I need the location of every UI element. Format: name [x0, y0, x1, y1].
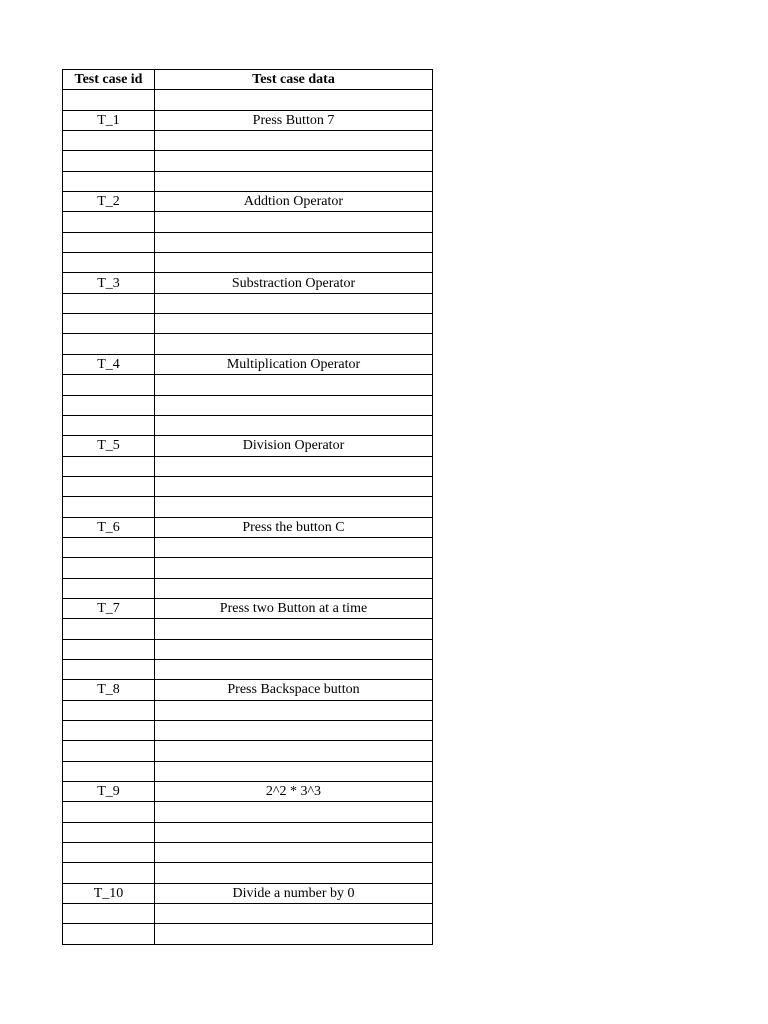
table-row	[63, 517, 433, 537]
test-case-data-cell	[155, 476, 433, 496]
test-case-id-cell	[63, 293, 155, 313]
test-case-data-cell: Division Operator	[155, 436, 433, 456]
test-case-id-cell	[63, 904, 155, 924]
table-row	[63, 680, 433, 700]
table-row	[63, 131, 433, 151]
table-row	[63, 741, 433, 761]
test-case-data-cell	[155, 232, 433, 252]
table-body	[63, 90, 433, 944]
test-case-data-cell	[155, 212, 433, 232]
test-case-data-cell	[155, 761, 433, 781]
test-case-data-cell	[155, 904, 433, 924]
test-case-id-cell	[63, 456, 155, 476]
table-row	[63, 415, 433, 435]
header-test-case-id: Test case id	[63, 70, 155, 90]
test-case-data-cell: Press two Button at a time	[155, 598, 433, 618]
table-row	[63, 334, 433, 354]
test-case-id-cell: T_1	[63, 110, 155, 130]
test-case-data-cell	[155, 314, 433, 334]
test-case-id-cell	[63, 171, 155, 191]
test-case-id-cell	[63, 375, 155, 395]
table-row	[63, 232, 433, 252]
table-row	[63, 843, 433, 863]
table-row	[63, 314, 433, 334]
table-row	[63, 802, 433, 822]
test-case-table	[62, 69, 433, 945]
test-case-data-cell: Press Backspace button	[155, 680, 433, 700]
test-case-id-cell	[63, 741, 155, 761]
table-row	[63, 273, 433, 293]
table-row	[63, 904, 433, 924]
test-case-id-cell	[63, 700, 155, 720]
table-row	[63, 497, 433, 517]
test-case-data-cell: 2^2 * 3^3	[155, 782, 433, 802]
test-case-id-cell	[63, 90, 155, 110]
test-case-id-cell	[63, 497, 155, 517]
test-case-id-cell	[63, 395, 155, 415]
test-case-data-cell: Press the button C	[155, 517, 433, 537]
table-row	[63, 598, 433, 618]
test-case-id-cell	[63, 314, 155, 334]
table-row	[63, 924, 433, 944]
table-row	[63, 110, 433, 130]
test-case-data-cell	[155, 253, 433, 273]
test-case-data-cell	[155, 721, 433, 741]
test-case-id-cell	[63, 334, 155, 354]
test-case-data-cell	[155, 924, 433, 944]
test-case-id-cell: T_6	[63, 517, 155, 537]
table-row	[63, 639, 433, 659]
test-case-data-cell	[155, 171, 433, 191]
test-case-data-cell	[155, 822, 433, 842]
test-case-data-cell	[155, 843, 433, 863]
test-case-id-cell: T_10	[63, 883, 155, 903]
test-case-data-cell	[155, 90, 433, 110]
test-case-id-cell	[63, 822, 155, 842]
table-row	[63, 659, 433, 679]
table-row	[63, 171, 433, 191]
table-row	[63, 456, 433, 476]
test-case-data-cell	[155, 131, 433, 151]
table-row	[63, 436, 433, 456]
test-case-data-cell	[155, 415, 433, 435]
test-case-data-cell	[155, 537, 433, 557]
test-case-data-cell	[155, 578, 433, 598]
test-case-id-cell	[63, 721, 155, 741]
table-row	[63, 883, 433, 903]
test-case-data-cell	[155, 700, 433, 720]
table-row	[63, 619, 433, 639]
test-case-id-cell	[63, 415, 155, 435]
table-row	[63, 578, 433, 598]
table-row	[63, 782, 433, 802]
table-row	[63, 395, 433, 415]
table-row	[63, 700, 433, 720]
table-row	[63, 90, 433, 110]
test-case-data-cell: Multiplication Operator	[155, 354, 433, 374]
test-case-id-cell	[63, 659, 155, 679]
table-row	[63, 354, 433, 374]
test-case-id-cell	[63, 863, 155, 883]
table-row	[63, 863, 433, 883]
test-case-data-cell	[155, 456, 433, 476]
test-case-data-cell	[155, 558, 433, 578]
test-case-id-cell	[63, 578, 155, 598]
test-case-id-cell: T_8	[63, 680, 155, 700]
test-case-id-cell: T_4	[63, 354, 155, 374]
test-case-data-cell	[155, 659, 433, 679]
test-case-id-cell: T_2	[63, 192, 155, 212]
test-case-id-cell: T_3	[63, 273, 155, 293]
test-case-id-cell	[63, 212, 155, 232]
table-row	[63, 822, 433, 842]
test-case-id-cell	[63, 924, 155, 944]
test-case-id-cell: T_9	[63, 782, 155, 802]
test-case-data-cell	[155, 375, 433, 395]
table-header-row	[63, 70, 433, 90]
table-row	[63, 151, 433, 171]
table-row	[63, 192, 433, 212]
table-row	[63, 476, 433, 496]
test-case-data-cell	[155, 395, 433, 415]
test-case-data-cell	[155, 151, 433, 171]
header-test-case-data: Test case data	[155, 70, 433, 90]
test-case-id-cell	[63, 131, 155, 151]
table-row	[63, 558, 433, 578]
test-case-id-cell	[63, 802, 155, 822]
table-row	[63, 253, 433, 273]
test-case-id-cell	[63, 639, 155, 659]
test-case-data-cell	[155, 497, 433, 517]
test-case-id-cell	[63, 761, 155, 781]
table-row	[63, 293, 433, 313]
test-case-id-cell: T_5	[63, 436, 155, 456]
test-case-data-cell: Divide a number by 0	[155, 883, 433, 903]
test-case-data-cell	[155, 863, 433, 883]
test-case-id-cell	[63, 843, 155, 863]
table-row	[63, 537, 433, 557]
test-case-id-cell	[63, 537, 155, 557]
test-case-id-cell: T_7	[63, 598, 155, 618]
test-case-id-cell	[63, 476, 155, 496]
test-case-id-cell	[63, 619, 155, 639]
test-case-data-cell: Addtion Operator	[155, 192, 433, 212]
table-row	[63, 212, 433, 232]
test-case-id-cell	[63, 232, 155, 252]
test-case-data-cell	[155, 334, 433, 354]
table-row	[63, 761, 433, 781]
test-case-data-cell	[155, 293, 433, 313]
test-case-id-cell	[63, 151, 155, 171]
test-case-data-cell	[155, 802, 433, 822]
table-row	[63, 721, 433, 741]
test-case-data-cell	[155, 619, 433, 639]
test-case-id-cell	[63, 253, 155, 273]
test-case-id-cell	[63, 558, 155, 578]
test-case-data-cell: Press Button 7	[155, 110, 433, 130]
table-row	[63, 375, 433, 395]
test-case-data-cell: Substraction Operator	[155, 273, 433, 293]
test-case-data-cell	[155, 741, 433, 761]
test-case-data-cell	[155, 639, 433, 659]
